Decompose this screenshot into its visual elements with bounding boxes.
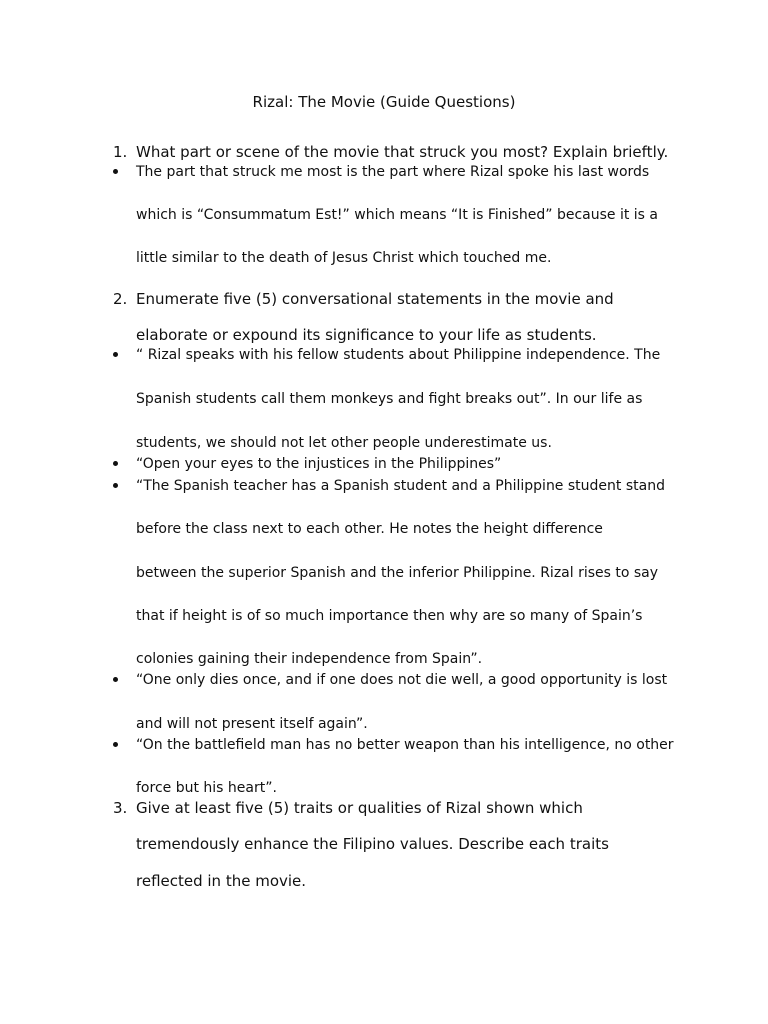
question-1-text: What part or scene of the movie that struck you most? Explain brieftly. xyxy=(136,143,669,161)
answer-1-line-1: The part that struck me most is the part where Rizal spoke his last words xyxy=(136,164,650,180)
answer-2e-line-1: “On the battlefield man has no better weapon than his intelligence, no other xyxy=(136,737,674,753)
answer-2e-line-2: force but his heart”. xyxy=(136,780,277,796)
question-2-text-line-1: Enumerate five (5) conversational statements in the movie and xyxy=(136,290,614,308)
bullet-icon xyxy=(113,352,118,357)
answer-2c-line-1: “The Spanish teacher has a Spanish student and a Philippine student stand xyxy=(136,478,665,494)
question-2-text-line-2: elaborate or expound its significance to your life as students. xyxy=(136,326,597,344)
answer-2c-line-2: before the class next to each other. He notes the height difference xyxy=(136,521,603,537)
bullet-icon xyxy=(113,461,118,466)
question-3-text-line-1: Give at least five (5) traits or qualities of Rizal shown which xyxy=(136,799,583,817)
bullet-icon xyxy=(113,742,118,747)
question-3-number: 3. xyxy=(113,799,128,817)
bullet-icon xyxy=(113,677,118,682)
answer-2c-line-4: that if height is of so much importance then why are so many of Spain’s xyxy=(136,608,643,624)
question-3-text-line-2: tremendously enhance the Filipino values. Describe each traits xyxy=(136,835,609,853)
question-2-number: 2. xyxy=(113,290,128,308)
answer-2a-line-3: students, we should not let other people underestimate us. xyxy=(136,435,552,451)
answer-2c-line-3: between the superior Spanish and the inferior Philippine. Rizal rises to say xyxy=(136,565,659,581)
answer-1-line-2: which is “Consummatum Est!” which means “It is Finished” because it is a xyxy=(136,207,658,223)
answer-1-line-3: little similar to the death of Jesus Christ which touched me. xyxy=(136,250,552,266)
answer-2c-line-5: colonies gaining their independence from Spain”. xyxy=(136,651,483,667)
answer-2a-line-1: “ Rizal speaks with his fellow students about Philippine independence. The xyxy=(136,347,661,363)
answer-2d-line-2: and will not present itself again”. xyxy=(136,716,368,732)
answer-2d-line-1: “One only dies once, and if one does not die well, a good opportunity is lost xyxy=(136,672,668,688)
bullet-icon xyxy=(113,169,118,174)
answer-2a-line-2: Spanish students call them monkeys and fight breaks out”. In our life as xyxy=(136,391,643,407)
document-title: Rizal: The Movie (Guide Questions) xyxy=(252,93,516,111)
question-1-number: 1. xyxy=(113,143,128,161)
bullet-icon xyxy=(113,483,118,488)
question-3-text-line-3: reflected in the movie. xyxy=(136,872,307,890)
answer-2b-line-1: “Open your eyes to the injustices in the Philippines” xyxy=(136,456,502,472)
